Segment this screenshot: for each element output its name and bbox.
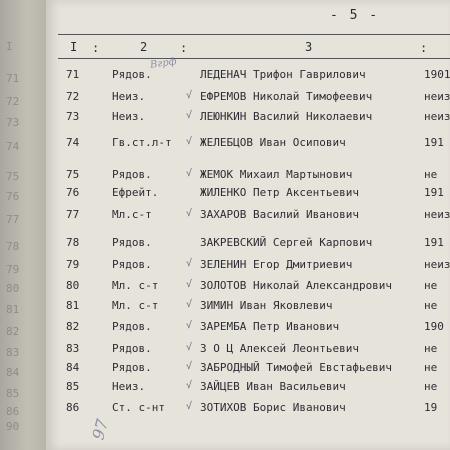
row-name: ЛЕЮНКИН Василий Николаевич (200, 110, 373, 123)
row-name: ЗОЛОТОВ Николай Александрович (200, 279, 393, 292)
table-row (0, 168, 450, 186)
row-year: 191 (424, 136, 444, 149)
row-rank: Ст. с-нт (112, 401, 165, 414)
edge-ghost-text: 86 (6, 405, 20, 418)
row-name: ЗАБРОДНЫЙ Тимофей Евстафьевич (200, 361, 393, 374)
row-rank: Рядов. (112, 68, 152, 81)
row-year: не (424, 279, 438, 292)
row-name: ЗОТИХОВ Борис Иванович (200, 401, 346, 414)
checkmark-icon: √ (186, 380, 193, 391)
row-year: неиз (424, 258, 450, 271)
row-rank: Рядов. (112, 258, 152, 271)
row-name: ЗЕЛЕНИН Егор Дмитриевич (200, 258, 353, 271)
edge-ghost-text: 80 (6, 282, 20, 295)
table-row (0, 380, 450, 398)
row-number: 79 (66, 258, 80, 271)
row-number: 85 (66, 380, 80, 393)
row-number: 72 (66, 90, 80, 103)
row-number: 84 (66, 361, 80, 374)
row-rank: Неиз. (112, 380, 146, 393)
row-year: не (424, 361, 438, 374)
row-name: ЛЕДЕНАЧ Трифон Гаврилович (200, 68, 366, 81)
row-year: 19 (424, 401, 438, 414)
table-row (0, 68, 450, 86)
row-number: 77 (66, 208, 80, 221)
row-year: неиз (424, 90, 450, 103)
row-year: не (424, 342, 438, 355)
edge-ghost-text: 71 (6, 72, 20, 85)
checkmark-icon: √ (186, 320, 193, 331)
row-name: З О Ц Алексей Леонтьевич (200, 342, 359, 355)
table-top-rule (58, 34, 450, 35)
edge-ghost-text: I (6, 40, 13, 53)
row-number: 82 (66, 320, 80, 333)
row-year: 1901 (424, 68, 450, 81)
row-year: 191 (424, 236, 444, 249)
checkmark-icon: √ (186, 110, 193, 121)
edge-ghost-text: 84 (6, 366, 20, 379)
checkmark-icon: √ (186, 90, 193, 101)
checkmark-icon: √ (186, 342, 193, 353)
edge-ghost-text: 74 (6, 140, 20, 153)
checkmark-icon: √ (186, 299, 193, 310)
edge-ghost-text: 82 (6, 325, 20, 338)
row-name: ЖЕМОК Михаил Мартынович (200, 168, 353, 181)
table-row (0, 110, 450, 128)
row-rank: Рядов. (112, 236, 152, 249)
edge-ghost-text: 76 (6, 190, 20, 203)
table-header-rule (58, 58, 450, 59)
row-rank: Мл. с-т (112, 279, 159, 292)
row-name: ЖИЛЕНКО Петр Аксентьевич (200, 186, 359, 199)
row-number: 76 (66, 186, 80, 199)
edge-ghost-text: 77 (6, 213, 20, 226)
table-row (0, 186, 450, 204)
row-year: не (424, 299, 438, 312)
row-rank: Мл. с-т (112, 299, 159, 312)
page-number: - 5 - (330, 8, 380, 23)
header-col-2: 2 (140, 40, 148, 54)
edge-ghost-text: 73 (6, 116, 20, 129)
row-number: 86 (66, 401, 80, 414)
header-col-3: 3 (305, 40, 313, 54)
row-number: 80 (66, 279, 80, 292)
header-separator: : (180, 41, 188, 55)
edge-ghost-text: 85 (6, 387, 20, 400)
row-name: ЕФРЕМОВ Николай Тимофеевич (200, 90, 373, 103)
edge-ghost-text: 81 (6, 303, 20, 316)
row-number: 75 (66, 168, 80, 181)
row-number: 73 (66, 110, 80, 123)
row-year: не (424, 380, 438, 393)
checkmark-icon: √ (186, 136, 193, 147)
checkmark-icon: √ (186, 279, 193, 290)
row-name: ЗАРЕМБА Петр Иванович (200, 320, 340, 333)
edge-ghost-text: 78 (6, 240, 20, 253)
row-number: 71 (66, 68, 80, 81)
table-row (0, 236, 450, 254)
row-rank: Ефрейт. (112, 186, 159, 199)
edge-ghost-text: 83 (6, 346, 20, 359)
row-year: неиз (424, 110, 450, 123)
header-separator: : (420, 41, 428, 55)
table-row (0, 279, 450, 297)
table-row (0, 299, 450, 317)
row-number: 74 (66, 136, 80, 149)
row-name: ЗАКРЕВСКИЙ Сергей Карпович (200, 236, 373, 249)
row-number: 81 (66, 299, 80, 312)
row-name: ЗИМИН Иван Яковлевич (200, 299, 333, 312)
row-name: ЖЕЛЕБЦОВ Иван Осипович (200, 136, 346, 149)
checkmark-icon: √ (186, 361, 193, 372)
table-row (0, 90, 450, 108)
edge-ghost-text: 79 (6, 263, 20, 276)
row-number: 83 (66, 342, 80, 355)
table-row (0, 258, 450, 276)
row-rank: Рядов. (112, 320, 152, 333)
table-row (0, 401, 450, 419)
row-rank: Неиз. (112, 90, 146, 103)
row-year: 191 (424, 186, 444, 199)
header-separator: : (92, 41, 100, 55)
row-year: не (424, 168, 438, 181)
table-row (0, 361, 450, 379)
edge-ghost-text: 75 (6, 170, 20, 183)
row-rank: Рядов. (112, 361, 152, 374)
edge-ghost-text: 90 (6, 420, 20, 433)
row-number: 78 (66, 236, 80, 249)
row-name: ЗАЙЦЕВ Иван Васильевич (200, 380, 346, 393)
row-rank: Рядов. (112, 168, 152, 181)
table-row (0, 320, 450, 338)
row-year: неиз (424, 208, 450, 221)
row-rank: Рядов. (112, 342, 152, 355)
table-row (0, 208, 450, 226)
row-rank: Неиз. (112, 110, 146, 123)
row-name: ЗАХАРОВ Василий Иванович (200, 208, 359, 221)
edge-ghost-text: 72 (6, 95, 20, 108)
checkmark-icon: √ (186, 168, 193, 179)
row-year: 190 (424, 320, 444, 333)
row-rank: Мл.с-т (112, 208, 152, 221)
row-rank: Гв.ст.л-т (112, 136, 172, 149)
header-col-1: I (70, 40, 78, 54)
table-row (0, 342, 450, 360)
checkmark-icon: √ (186, 401, 193, 412)
checkmark-icon: √ (186, 258, 193, 269)
table-row (0, 136, 450, 154)
pencil-annotation-bottom: 97 (88, 417, 112, 442)
pencil-annotation-top: Вгрф (149, 56, 178, 71)
checkmark-icon: √ (186, 208, 193, 219)
